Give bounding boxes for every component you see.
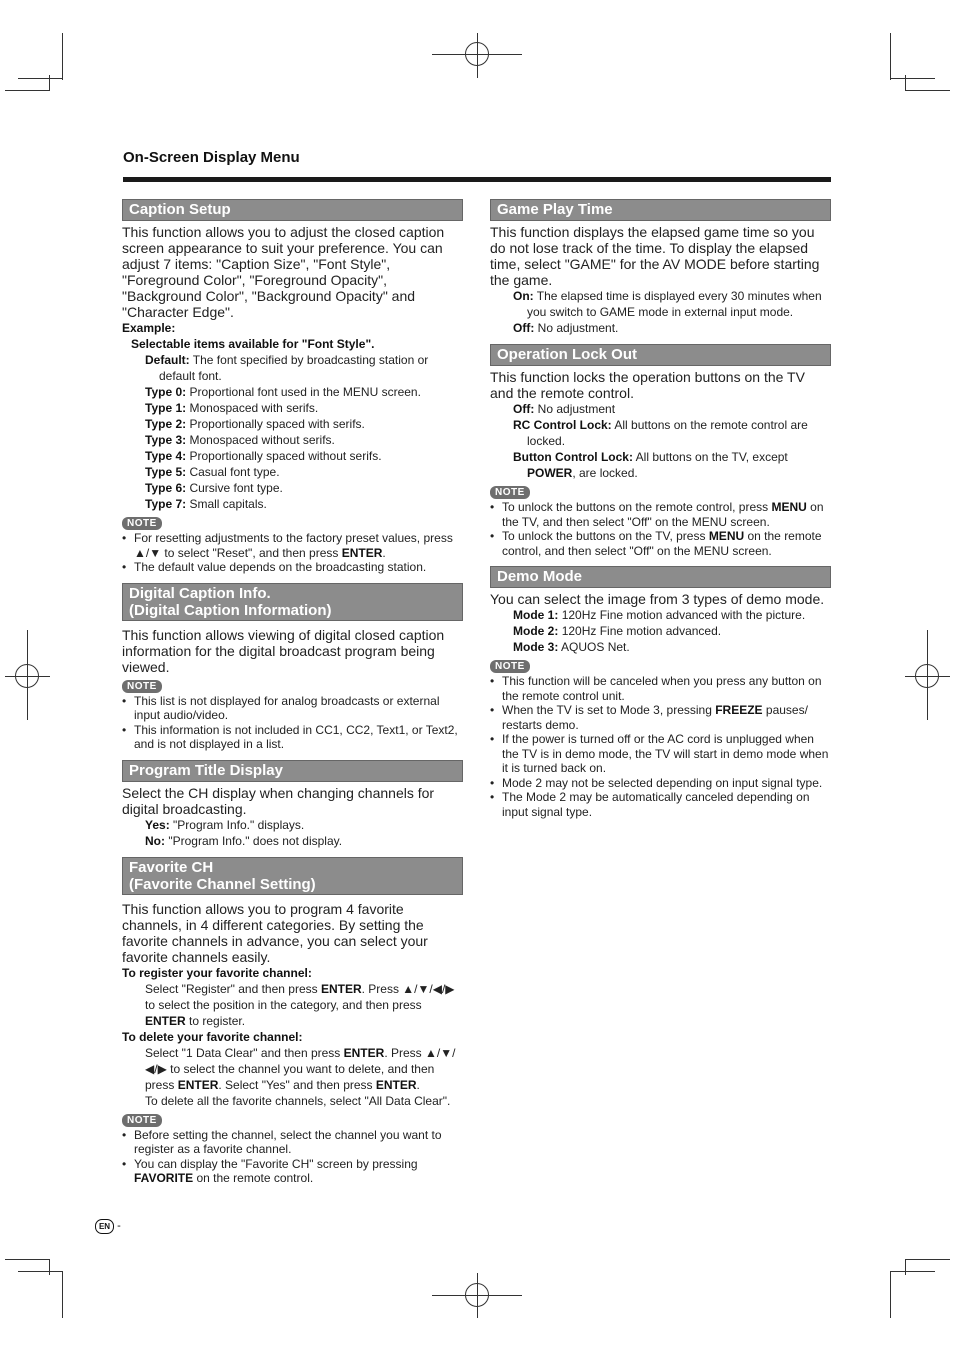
list-item: Button Control Lock: All buttons on the TV, except POWER, are locked. [513,450,788,480]
section-heading-program-title: Program Title Display [122,760,463,782]
list-item: Mode 3: AQUOS Net. [513,640,630,654]
registration-circle [15,664,39,688]
list-item: Type 5: Casual font type. [145,465,280,479]
header-rule [123,177,831,182]
note-item: • This information is not included in CC1, CC2, Text1, or Text2, and is not displayed in a list. [122,723,463,752]
list-item: Mode 1: 120Hz Fine motion advanced with the picture. [513,608,806,622]
page-footer [95,1219,121,1234]
register-steps: Select "Register" and then press ENTER. Press ▲/▼/◀/▶ to select the position in the category, and then press ENTER to register. [145,981,455,1028]
crop-mark [890,33,891,80]
delete-label: To delete your favorite channel: [122,1029,303,1044]
list-item: Type 4: Proportionally spaced without serifs. [145,449,382,463]
section-heading-demo-mode: Demo Mode [490,566,831,588]
list-item: Mode 2: 120Hz Fine motion advanced. [513,624,722,638]
note-item: • The Mode 2 may be automatically canceled depending on input signal type. [490,790,831,819]
list-item: On: The elapsed time is displayed every 30 minutes when you switch to GAME mode in external input mode. [513,289,822,319]
note-badge: NOTE [490,486,530,499]
page-number-suffix: - [117,1220,121,1232]
crop-mark [905,1259,950,1260]
section-heading-game-play-time: Game Play Time [490,199,831,221]
crop-mark [18,78,63,79]
page-title: On-Screen Display Menu [123,149,300,166]
list-item: Type 3: Monospaced without serifs. [145,433,335,447]
section-heading-caption-setup: Caption Setup [122,199,463,221]
crop-mark [18,1271,63,1272]
delete-steps: Select "1 Data Clear" and then press ENTER. Press ▲/▼/◀/▶ to select the channel you want to delete, and then press ENTER. Select "Yes" and then press ENTER. [145,1045,456,1092]
list-item: Type 2: Proportionally spaced with serifs. [145,417,365,431]
register-label: To register your favorite channel: [122,965,312,980]
delete-all-text: To delete all the favorite channels, select "All Data Clear". [145,1093,451,1108]
section-heading-operation-lock-out: Operation Lock Out [490,344,831,366]
language-badge-icon: EN [95,1219,114,1234]
list-item: Default: The font specified by broadcasting station or default font. [145,353,429,383]
crop-mark [62,1271,63,1318]
note-item: • This list is not displayed for analog broadcasts or external input audio/video. [122,694,463,723]
crop-mark [62,33,63,80]
section-heading-digital-caption: Digital Caption Info. (Digital Caption Information) [122,583,463,621]
right-column [490,199,831,819]
list-item: Off: No adjustment. [513,321,619,335]
selectable-label: Selectable items available for "Font Style". [131,337,375,351]
note-item: • To unlock the buttons on the TV, press MENU on the remote control, and then select "Off" on the MENU screen. [490,529,831,558]
list-item: Type 0: Proportional font used in the MENU screen. [145,385,421,399]
list-item: Type 1: Monospaced with serifs. [145,401,319,415]
crop-mark [890,1271,935,1272]
note-badge: NOTE [122,1114,162,1127]
note-item: • Mode 2 may not be selected depending on input signal type. [490,776,831,791]
note-badge: NOTE [122,517,162,530]
list-item: Type 6: Cursive font type. [145,481,283,495]
note-item: • When the TV is set to Mode 3, pressing FREEZE pauses/ restarts demo. [490,703,831,732]
operation-lock-intro: This function locks the operation buttons on the TV and the remote control. [490,369,805,401]
registration-circle [915,664,939,688]
note-badge: NOTE [490,660,530,673]
note-item: • If the power is turned off or the AC cord is unplugged when the TV is in demo mode, the TV will start in demo mode when it is turned back on. [490,732,831,776]
crop-mark [890,1271,891,1318]
registration-circle [465,42,489,66]
list-item: Yes: "Program Info." displays. [145,817,305,832]
digital-caption-intro: This function allows viewing of digital closed caption information for the digital broadcast program being viewed. [122,626,445,675]
note-badge: NOTE [122,680,162,693]
demo-mode-intro: You can select the image from 3 types of demo mode. [490,591,825,607]
note-item: • To unlock the buttons on the remote control, press MENU on the TV, and then select "Off" on the MENU screen. [490,500,831,529]
list-item: RC Control Lock: All buttons on the remote control are locked. [513,418,808,448]
example-label: Example: [122,321,176,335]
note-item: • Before setting the channel, select the channel you want to register as a favorite channel. [122,1128,463,1157]
crop-mark [905,1259,906,1275]
favorite-ch-intro: This function allows you to program 4 favorite channels, in 4 different categories. By setting the favorite channels in advance, you can select your favorite channels easily. [122,900,428,965]
crop-mark [890,78,935,79]
note-item: • This function will be canceled when you press any button on the remote control unit. [490,674,831,703]
section-heading-favorite-ch: Favorite CH (Favorite Channel Setting) [122,857,463,895]
crop-mark [5,90,50,91]
left-column [122,199,463,1186]
caption-setup-intro: This function allows you to adjust the closed caption screen appearance to suit your preference. You can adjust 7 items: "Caption Size", "Font Style", "Foreground Color", "Foreground Opacity", "Background Color", "Background Opacity" and "Character Edge". [122,224,445,320]
list-item: Off: No adjustment [513,402,616,416]
note-item: • You can display the "Favorite CH" screen by pressing FAVORITE on the remote control. [122,1157,463,1186]
font-style-list [122,352,463,512]
note-item: • The default value depends on the broadcasting station. [122,560,463,575]
program-title-intro: Select the CH display when changing channels for digital broadcasting. [122,784,435,817]
list-item: No: "Program Info." does not display. [145,833,343,848]
registration-circle [465,1283,489,1307]
game-play-intro: This function displays the elapsed game time so you do not lose track of the time. To display the elapsed time, select "GAME" for the AV MODE before starting the game. [490,224,820,288]
crop-mark [905,90,950,91]
list-item: Type 7: Small capitals. [145,497,267,511]
note-item: • For resetting adjustments to the factory preset values, press ▲/▼ to select "Reset", and then press ENTER. [122,531,463,560]
crop-mark [5,1259,50,1260]
crop-mark [49,1259,50,1275]
